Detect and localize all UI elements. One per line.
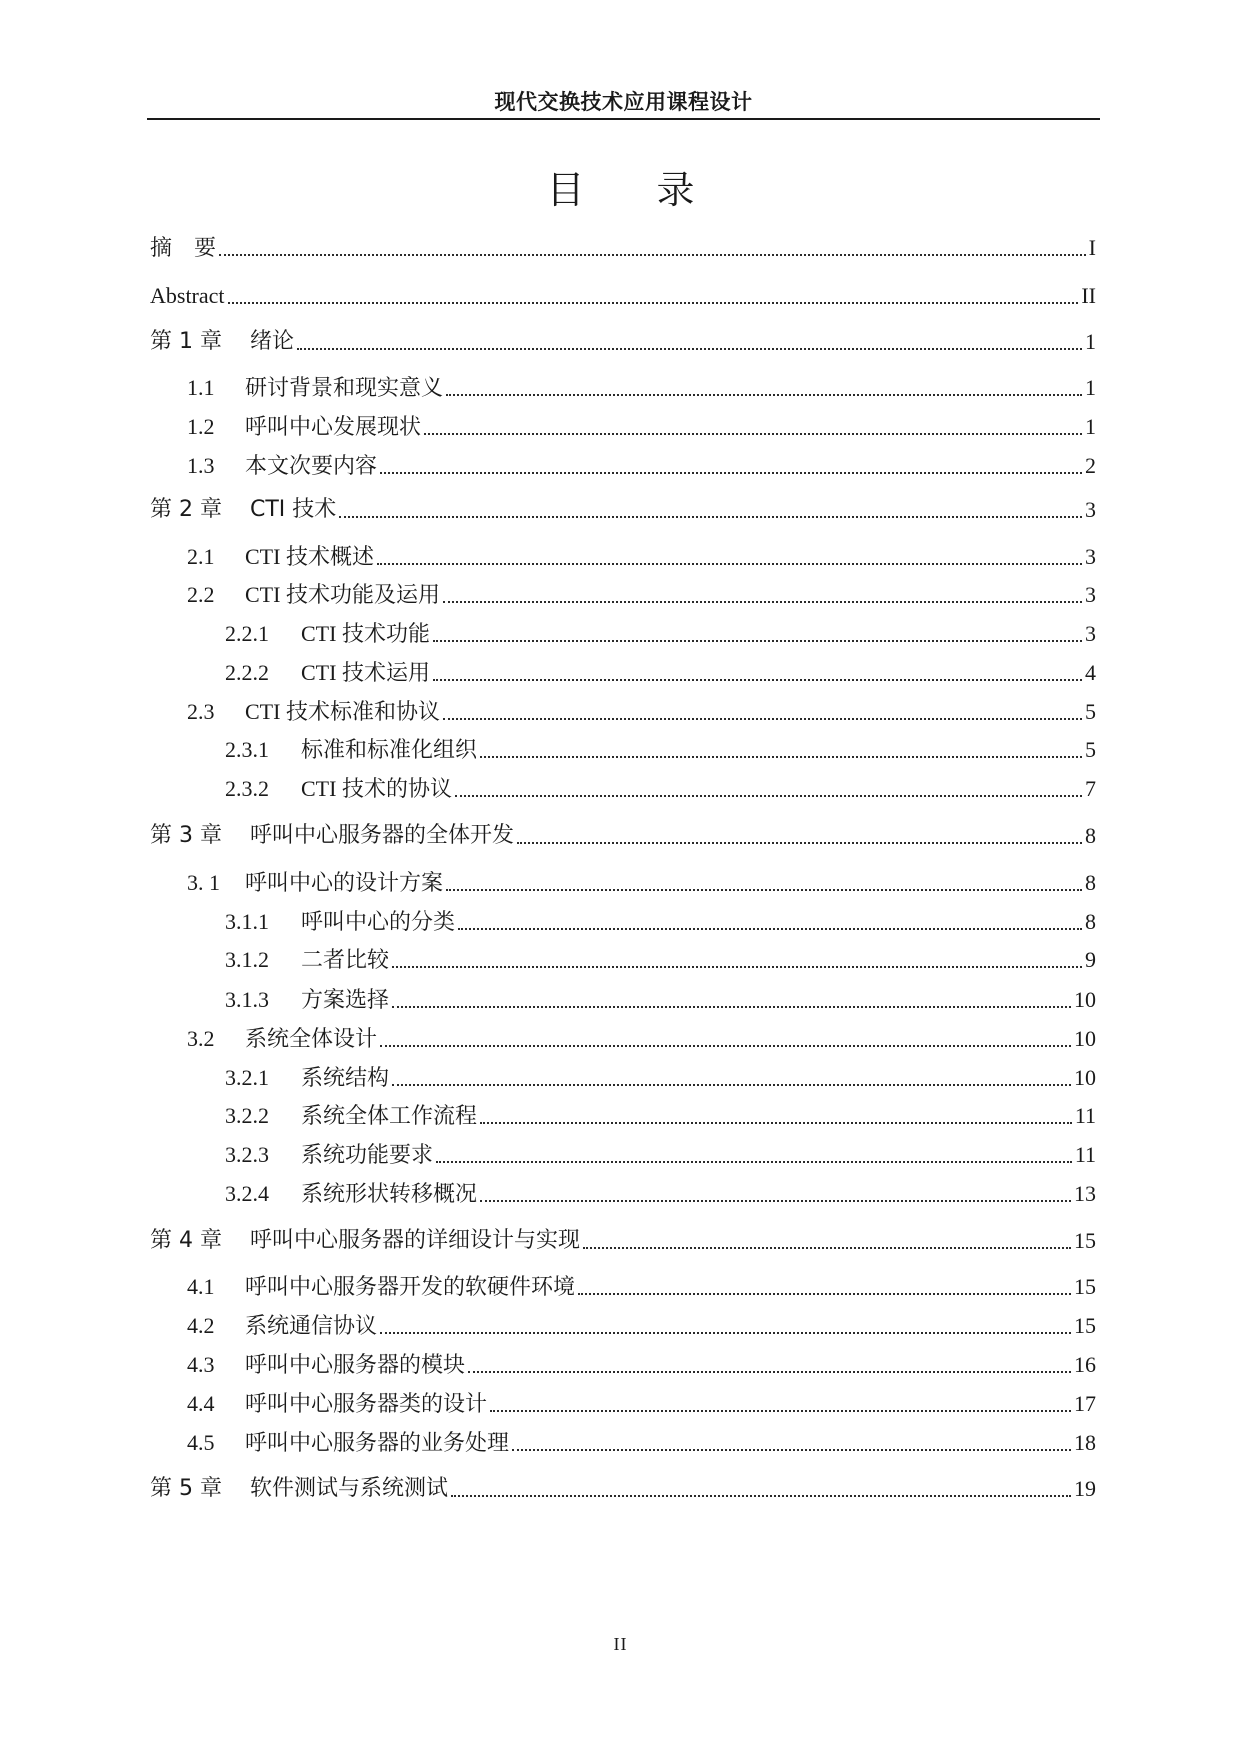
toc-subsection-entry[interactable] [225, 732, 1096, 764]
toc-entry-label: CTI 技术概述 [245, 544, 374, 569]
toc-section-entry[interactable] [187, 694, 1096, 726]
toc-dot-leader [480, 1200, 1071, 1202]
toc-dot-leader [380, 1045, 1071, 1047]
toc-entry-label: 系统结构 [301, 1065, 390, 1090]
toc-entry-page: 8 [1085, 823, 1096, 848]
toc-entry-number: 3.2.3 [225, 1142, 269, 1167]
toc-entry-label: 呼叫中心服务器的业务处理 [245, 1430, 510, 1455]
toc-entry-page: 7 [1085, 776, 1096, 801]
toc-entry-label: CTI 技术的协议 [301, 776, 452, 801]
toc-entry-label: CTI 技术功能 [301, 621, 430, 646]
toc-entry-number: 第 3 章 [150, 823, 222, 848]
toc-entry-number: 4.4 [187, 1391, 215, 1416]
toc-dot-leader [468, 1371, 1071, 1373]
toc-dot-leader [583, 1247, 1071, 1249]
toc-entry-page: 15 [1074, 1274, 1096, 1299]
toc-entry-number: 4.5 [187, 1430, 215, 1455]
toc-dot-leader [433, 679, 1082, 681]
page-number: II [613, 1634, 628, 1654]
toc-dot-leader [512, 1449, 1071, 1451]
toc-section-entry[interactable] [187, 1308, 1096, 1340]
toc-entry-page: 2 [1085, 453, 1096, 478]
toc-dot-leader [578, 1293, 1071, 1295]
toc-dot-leader [377, 563, 1082, 565]
toc-entry-number: 4.3 [187, 1352, 215, 1377]
toc-dot-leader [443, 718, 1082, 720]
toc-entry-page: 10 [1074, 987, 1096, 1012]
toc-entry-page: 10 [1074, 1026, 1096, 1051]
toc-entry-page: 3 [1085, 582, 1096, 607]
toc-section-entry[interactable] [187, 865, 1096, 897]
toc-subsection-entry[interactable] [225, 616, 1096, 648]
toc-entry-label: 本文次要内容 [245, 453, 378, 478]
toc-entry-number: 第 1 章 [150, 329, 222, 354]
toc-dot-leader [443, 601, 1082, 603]
toc-entry-page: 3 [1085, 497, 1096, 522]
toc-section-entry[interactable] [187, 409, 1096, 441]
toc-entry-page: 9 [1085, 947, 1096, 972]
toc-entry-label: CTI 技术 [250, 497, 337, 522]
toc-dot-leader [219, 254, 1086, 256]
toc-subsection-entry[interactable] [225, 1176, 1096, 1208]
toc-section-entry[interactable] [187, 1021, 1096, 1053]
toc-entry-number: 3. 1 [187, 870, 220, 895]
toc-dot-leader [451, 1495, 1071, 1497]
toc-entry-page: 19 [1074, 1476, 1096, 1501]
toc-entry-page: 10 [1074, 1065, 1096, 1090]
toc-subsection-entry[interactable] [225, 771, 1096, 803]
toc-chapter-entry[interactable] [150, 324, 1096, 356]
toc-dot-leader [392, 966, 1082, 968]
toc-entry-label: 呼叫中心的分类 [301, 909, 456, 934]
toc-dot-leader [436, 1161, 1072, 1163]
toc-front-entry[interactable] [150, 278, 1096, 310]
toc-entry-number: 第 2 章 [150, 497, 222, 522]
toc-subsection-entry[interactable] [225, 982, 1096, 1014]
toc-chapter-entry[interactable] [150, 1223, 1096, 1255]
toc-entry-page: 5 [1085, 699, 1096, 724]
toc-entry-label: 呼叫中心服务器开发的软硬件环境 [245, 1274, 576, 1299]
toc-entry-page: 1 [1085, 329, 1096, 354]
toc-entry-label: 呼叫中心服务器的全体开发 [250, 823, 515, 848]
toc-dot-leader [517, 842, 1082, 844]
toc-subsection-entry[interactable] [225, 1137, 1096, 1169]
toc-entry-label: CTI 技术标准和协议 [245, 699, 440, 724]
toc-chapter-entry[interactable] [150, 492, 1096, 524]
toc-section-entry[interactable] [187, 1386, 1096, 1418]
toc-section-entry[interactable] [187, 539, 1096, 571]
toc-entry-label: 二者比较 [301, 947, 390, 972]
toc-dot-leader [480, 756, 1082, 758]
toc-entry-number: 3.2 [187, 1026, 215, 1051]
toc-section-entry[interactable] [187, 1347, 1096, 1379]
toc-entry-label: 系统全体工作流程 [301, 1103, 478, 1128]
toc-dot-leader [458, 928, 1082, 930]
toc-entry-number: 2.3.2 [225, 776, 269, 801]
toc-section-entry[interactable] [187, 370, 1096, 402]
toc-entry-label: 系统功能要求 [301, 1142, 434, 1167]
toc-dot-leader [433, 640, 1082, 642]
toc-entry-page: 17 [1074, 1391, 1096, 1416]
toc-entry-number: 2.3.1 [225, 737, 269, 762]
toc-entry-number: 3.2.4 [225, 1181, 269, 1206]
toc-entry-label: 标准和标准化组织 [301, 737, 478, 762]
toc-entry-label: 绪论 [250, 329, 295, 354]
toc-entry-number: 1.3 [187, 453, 215, 478]
toc-section-entry[interactable] [187, 577, 1096, 609]
toc-subsection-entry[interactable] [225, 1060, 1096, 1092]
toc-front-entry[interactable] [150, 230, 1096, 262]
toc-entry-page: II [1081, 283, 1096, 308]
toc-entry-number: 1.1 [187, 375, 215, 400]
toc-entry-label: 呼叫中心服务器类的设计 [245, 1391, 488, 1416]
toc-entry-number: 2.1 [187, 544, 215, 569]
toc-entry-page: 1 [1085, 414, 1096, 439]
toc-section-entry[interactable] [187, 1425, 1096, 1457]
toc-entry-page: I [1088, 235, 1096, 260]
toc-entry-page: 16 [1074, 1352, 1096, 1377]
toc-entry-label: 呼叫中心发展现状 [245, 414, 422, 439]
toc-dot-leader [446, 394, 1082, 396]
toc-dot-leader [339, 516, 1082, 518]
toc-subsection-entry[interactable] [225, 942, 1096, 974]
toc-entry-number: 2.2.2 [225, 660, 269, 685]
toc-entry-page: 15 [1074, 1313, 1096, 1338]
toc-entry-number: 第 5 章 [150, 1476, 222, 1501]
toc-subsection-entry[interactable] [225, 1098, 1096, 1130]
toc-dot-leader [297, 348, 1082, 350]
toc-entry-label: CTI 技术运用 [301, 660, 430, 685]
toc-entry-label: Abstract [150, 283, 225, 308]
toc-entry-number: 3.2.1 [225, 1065, 269, 1090]
toc-dot-leader [228, 302, 1079, 304]
toc-entry-label: 呼叫中心服务器的详细设计与实现 [250, 1228, 581, 1253]
toc-entry-page: 18 [1074, 1430, 1096, 1455]
toc-entry-label: 系统全体设计 [245, 1026, 378, 1051]
toc-entry-page: 3 [1085, 621, 1096, 646]
toc-entry-number: 3.2.2 [225, 1103, 269, 1128]
running-header: 现代交换技术应用课程设计 [494, 90, 753, 114]
toc-chapter-entry[interactable] [150, 818, 1096, 850]
toc-entry-label: 软件测试与系统测试 [250, 1476, 449, 1501]
toc-entry-page: 15 [1074, 1228, 1096, 1253]
toc-chapter-entry[interactable] [150, 1471, 1096, 1503]
toc-entry-label: 呼叫中心的设计方案 [245, 870, 444, 895]
toc-dot-leader [424, 433, 1082, 435]
page-title: 目 录 [546, 168, 725, 212]
toc-section-entry[interactable] [187, 448, 1096, 480]
toc-entry-label: 方案选择 [301, 987, 390, 1012]
toc-subsection-entry[interactable] [225, 904, 1096, 936]
toc-dot-leader [455, 795, 1082, 797]
toc-entry-page: 8 [1085, 870, 1096, 895]
toc-entry-number: 2.2.1 [225, 621, 269, 646]
toc-dot-leader [392, 1084, 1071, 1086]
toc-entry-number: 3.1.2 [225, 947, 269, 972]
toc-entry-number: 2.2 [187, 582, 215, 607]
toc-entry-number: 3.1.1 [225, 909, 269, 934]
toc-dot-leader [392, 1006, 1071, 1008]
toc-entry-page: 11 [1074, 1142, 1096, 1167]
toc-entry-number: 4.1 [187, 1274, 215, 1299]
toc-entry-number: 4.2 [187, 1313, 215, 1338]
toc-entry-number: 3.1.3 [225, 987, 269, 1012]
toc-entry-label: 系统通信协议 [245, 1313, 378, 1338]
toc-entry-page: 8 [1085, 909, 1096, 934]
toc-entry-number: 2.3 [187, 699, 215, 724]
toc-entry-label: 摘 要 [150, 235, 217, 260]
toc-entry-label: 呼叫中心服务器的模块 [245, 1352, 466, 1377]
toc-entry-label: 研讨背景和现实意义 [245, 375, 444, 400]
toc-dot-leader [380, 1332, 1071, 1334]
toc-dot-leader [446, 889, 1082, 891]
toc-section-entry[interactable] [187, 1269, 1096, 1301]
toc-entry-page: 1 [1085, 375, 1096, 400]
toc-dot-leader [380, 472, 1082, 474]
toc-entry-page: 4 [1085, 660, 1096, 685]
toc-entry-page: 11 [1074, 1103, 1096, 1128]
toc-dot-leader [490, 1410, 1071, 1412]
toc-entry-page: 3 [1085, 544, 1096, 569]
toc-entry-number: 1.2 [187, 414, 215, 439]
toc-dot-leader [480, 1122, 1072, 1124]
toc-entry-label: 系统形状转移概况 [301, 1181, 478, 1206]
toc-subsection-entry[interactable] [225, 655, 1096, 687]
toc-entry-label: CTI 技术功能及运用 [245, 582, 440, 607]
toc-entry-page: 5 [1085, 737, 1096, 762]
toc-entry-page: 13 [1074, 1181, 1096, 1206]
toc-entry-number: 第 4 章 [150, 1228, 222, 1253]
